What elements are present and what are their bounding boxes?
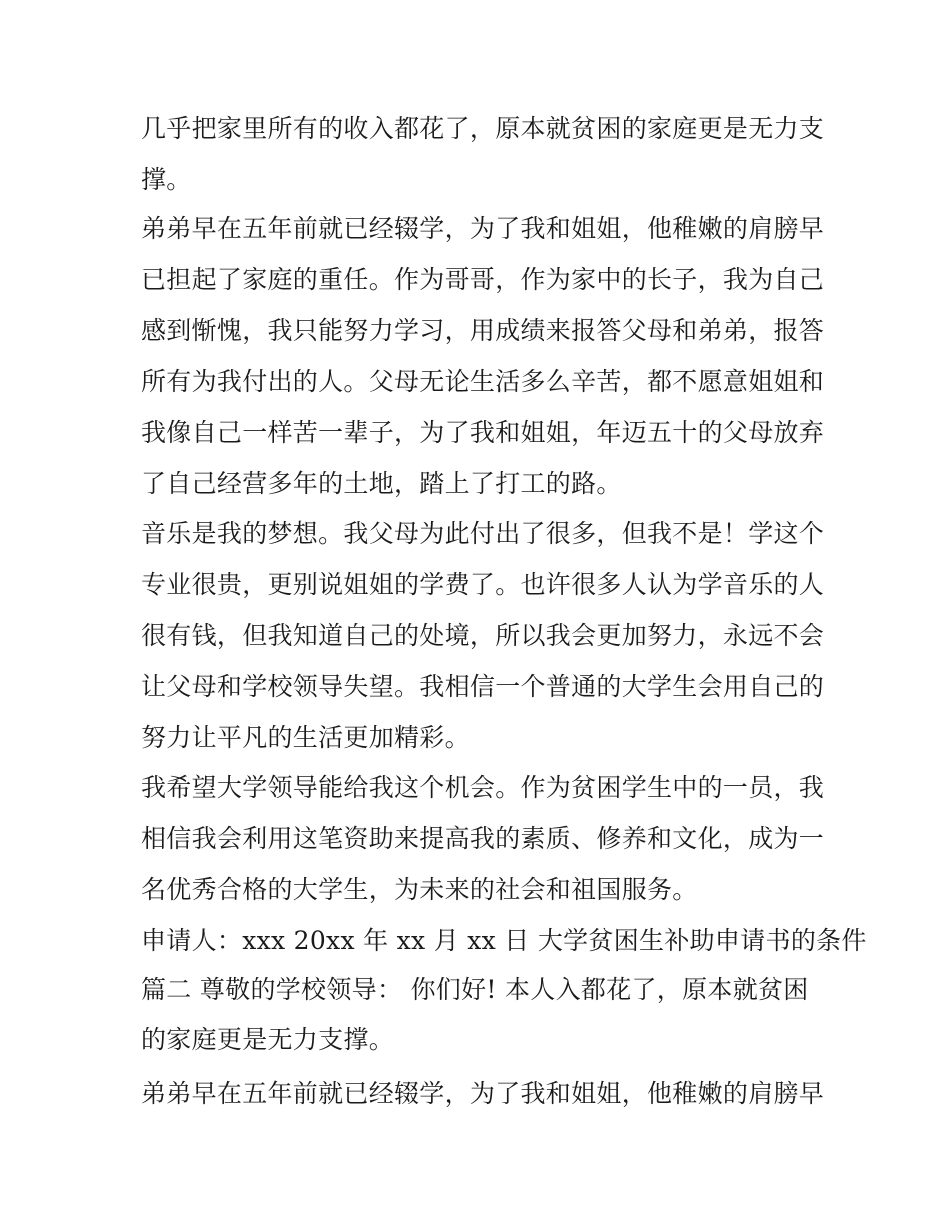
text-line: 了自己经营多年的土地，踏上了打工的路。 (141, 469, 622, 498)
text-line: 我像自己一样苦一辈子，为了我和姐姐，年迈五十的父母放弃 (141, 418, 825, 447)
text-line: 努力让平凡的生活更加精彩。 (141, 723, 470, 752)
text-line: 的家庭更是无力支撑。 (141, 1025, 395, 1054)
text-line: 感到惭愧，我只能努力学习，用成绩来报答父母和弟弟，报答 (141, 316, 825, 345)
text-line: 很有钱，但我知道自己的处境，所以我会更加努力，永远不会 (141, 621, 825, 650)
text-line: 音乐是我的梦想。我父母为此付出了很多，但我不是！学这个 (141, 519, 825, 548)
text-line: 所有为我付出的人。父母无论生活多么辛苦，都不愿意姐姐和 (141, 367, 825, 396)
text-line: 撑。 (141, 165, 192, 194)
text-line: 篇二 尊敬的学校领导： 你们好! 本人入都花了，原本就贫困 (141, 975, 809, 1004)
text-line: 弟弟早在五年前就已经辍学，为了我和姐姐，他稚嫩的肩膀早 (141, 1079, 825, 1108)
text-line: 弟弟早在五年前就已经辍学，为了我和姐姐，他稚嫩的肩膀早 (141, 214, 825, 243)
text-line: 专业很贵，更别说姐姐的学费了。也许很多人认为学音乐的人 (141, 570, 825, 599)
text-line: 我希望大学领导能给我这个机会。作为贫困学生中的一员，我 (141, 773, 825, 802)
text-line: 申请人：xxx 20xx 年 xx 月 xx 日 大学贫困生补助申请书的条件 (141, 926, 867, 955)
text-line: 名优秀合格的大学生，为未来的社会和祖国服务。 (141, 875, 698, 904)
text-line: 让父母和学校领导失望。我相信一个普通的大学生会用自己的 (141, 672, 825, 701)
text-line: 已担起了家庭的重任。作为哥哥，作为家中的长子，我为自己 (141, 265, 825, 294)
text-line: 几乎把家里所有的收入都花了，原本就贫困的家庭更是无力支 (141, 114, 825, 143)
text-line: 相信我会利用这笔资助来提高我的素质、修养和文化，成为一 (141, 824, 825, 853)
